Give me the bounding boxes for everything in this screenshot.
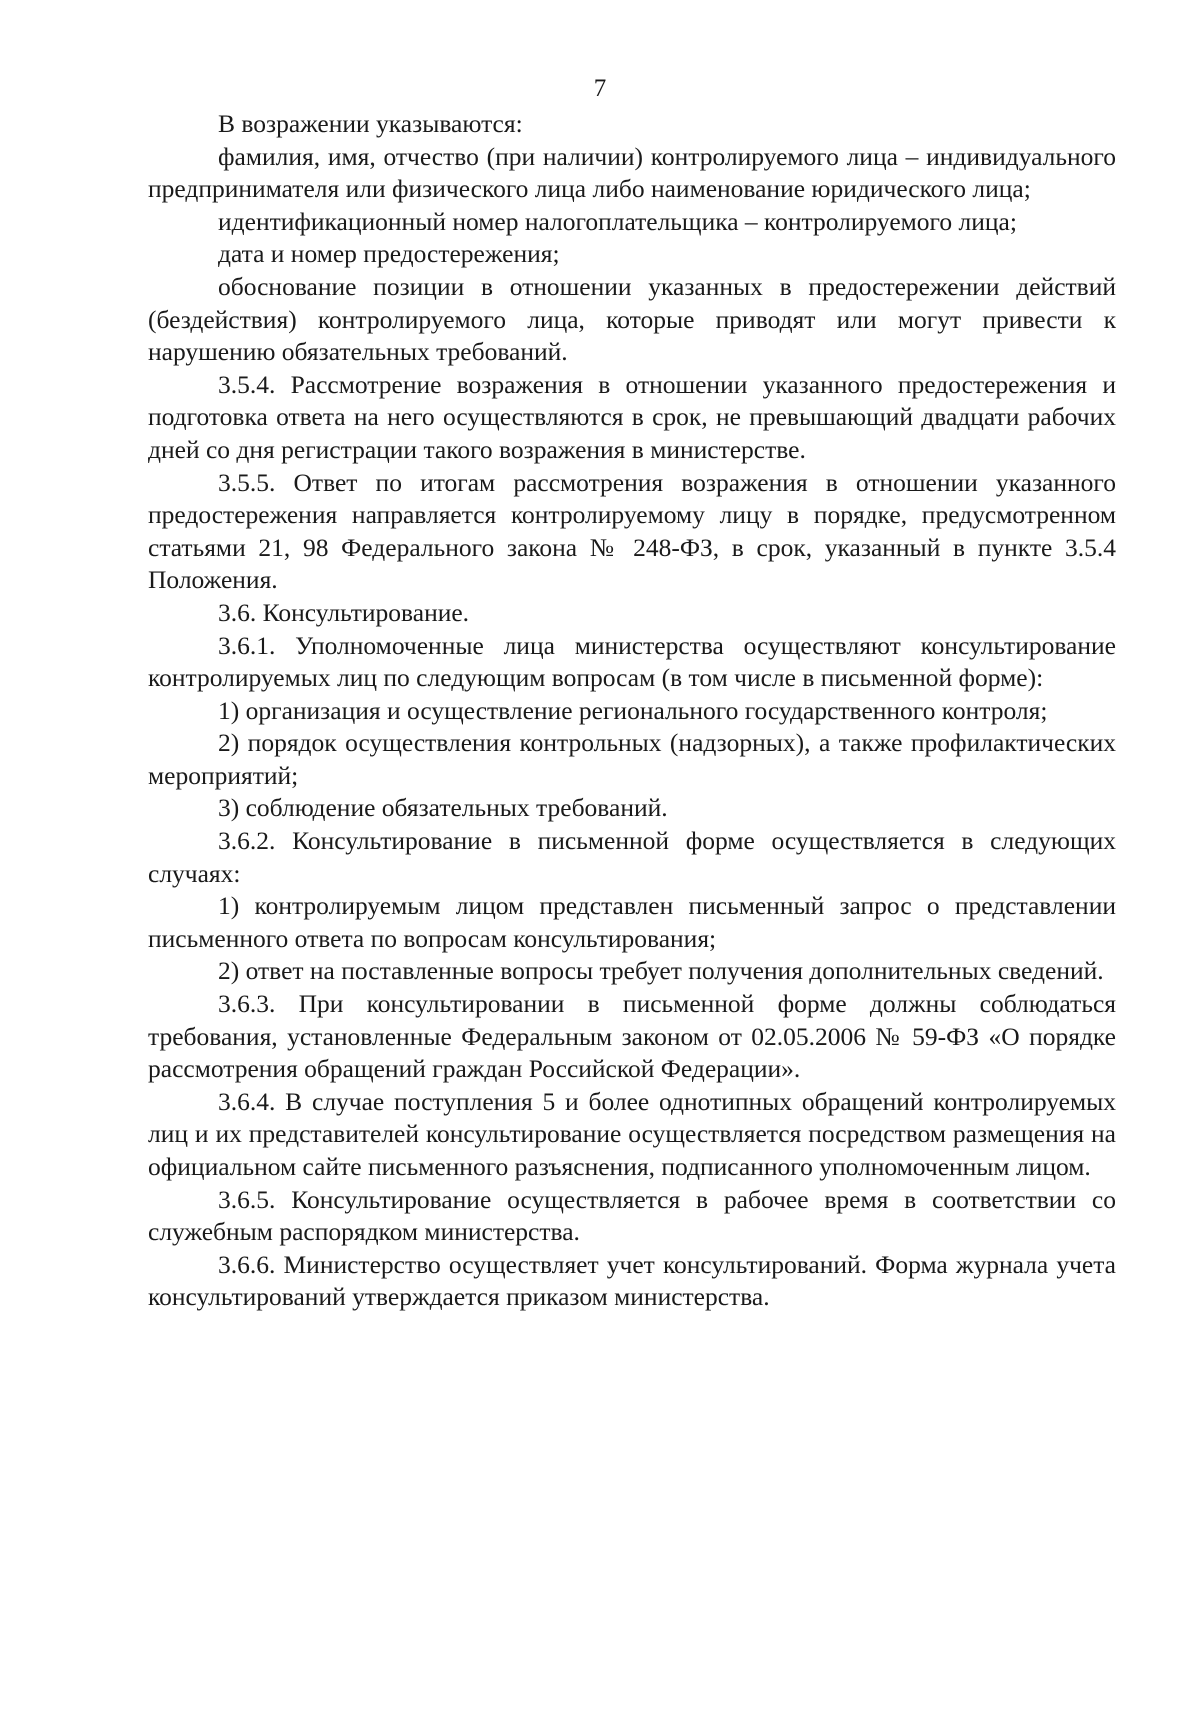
paragraph: 3.5.4. Рассмотрение возражения в отношении указанного предостережения и подготовка ответа на него осуществляются в срок, не превышающий двадцати рабочих дней со дня регистрации такого возражения в министерстве. [148, 369, 1116, 464]
paragraph: 3.6.2. Консультирование в письменной форме осуществляется в следующих случаях: [148, 826, 1116, 888]
list-item: 1) организация и осуществление регионального государственного контроля; [218, 695, 1048, 725]
paragraph: 3.5.5. Ответ по итогам рассмотрения возражения в отношении указанного предостережения направляется контролируемому лицу в порядке, предусмотренном статьями 21, 98 Федерального закона № 248-ФЗ, в срок, указанный в пункте 3.5.4 Положения. [148, 467, 1116, 595]
section-heading: 3.6. Консультирование. [218, 597, 470, 627]
list-item: 2) порядок осуществления контрольных (надзорных), а также профилактических мероприятий; [148, 728, 1116, 790]
paragraph: 3.6.5. Консультирование осуществляется в рабочее время в соответствии со служебным распорядком министерства. [148, 1184, 1116, 1247]
list-item: 1) контролируемым лицом представлен письменный запрос о представлении письменного ответа по вопросам консультирования; [148, 891, 1116, 953]
paragraph: обоснование позиции в отношении указанных в предостережении действий (бездействия) контролируемого лица, которые приводят или могут привести к нарушению обязательных требований. [148, 271, 1116, 367]
list-item: 2) ответ на поставленные вопросы требует получения дополнительных сведений. [218, 956, 1104, 986]
paragraph: 3.6.1. Уполномоченные лица министерства осуществляют консультирование контролируемых лиц по следующим вопросам (в том числе в письменной форме): [148, 630, 1116, 693]
list-item: 3) соблюдение обязательных требований. [218, 793, 668, 823]
paragraph: фамилия, имя, отчество (при наличии) контролируемого лица – индивидуального предпринимателя или физического лица либо наименование юридического лица; [148, 141, 1116, 204]
document-body [148, 108, 1116, 1314]
paragraph: идентификационный номер налогоплательщика – контролируемого лица; [218, 206, 1017, 236]
paragraph: 3.6.6. Министерство осуществляет учет консультирований. Форма журнала учета консультирований утверждается приказом министерства. [148, 1249, 1116, 1312]
paragraph: 3.6.3. При консультировании в письменной форме должны соблюдаться требования, установленные Федеральным законом от 02.05.2006 № 59-ФЗ «О порядке рассмотрения обращений граждан Российской Федерации». [148, 989, 1116, 1084]
page-number: 7 [593, 75, 607, 102]
paragraph: В возражении указываются: [218, 109, 523, 138]
paragraph: 3.6.4. В случае поступления 5 и более однотипных обращений контролируемых лиц и их представителей консультирование осуществляется посредством размещения на официальном сайте письменного разъяснения, подписанного уполномоченным лицом. [148, 1086, 1116, 1181]
paragraph: дата и номер предостережения; [218, 239, 560, 269]
